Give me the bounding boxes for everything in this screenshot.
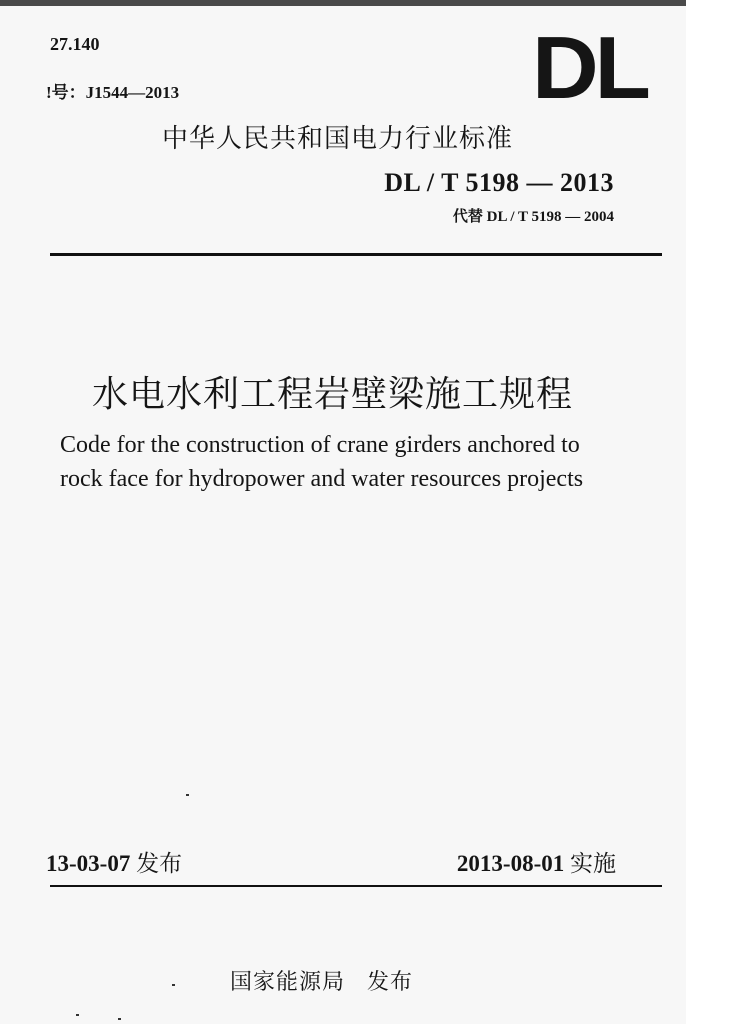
scan-speck [172,984,175,986]
standard-category: 中华人民共和国电力行业标准 [162,124,514,154]
scan-speck [76,1014,79,1016]
english-title-line-1: Code for the construction of crane girders anchored to [60,432,580,458]
chinese-title: 水电水利工程岩壁梁施工规程 [92,374,574,415]
header-divider [50,253,662,256]
scan-speck [118,1018,121,1020]
english-title [60,428,660,496]
scan-speck [186,794,189,796]
replaces-standard: 代替 DL / T 5198 — 2004 [452,209,614,225]
standard-number: DL / T 5198 — 2013 [384,168,614,197]
ics-code: 27.140 [50,34,100,54]
publish-label: 发布 [136,851,183,877]
implement-info [457,845,616,878]
issuer [230,965,413,996]
dl-logo: DL [532,18,647,117]
implement-label: 实施 [570,851,616,877]
english-title-line-2: rock face for hydropower and water resources projects [60,466,584,492]
footer-divider [50,885,662,887]
implement-date: 2013-08-01 [456,851,565,876]
publish-date: 13-03-07 [46,851,131,876]
issuer-action: 发布 [367,970,414,995]
record-number: !号：J1544—2013 [46,83,180,102]
issuer-name: 国家能源局 [230,970,346,995]
publish-info [46,845,182,878]
top-border [0,0,686,6]
